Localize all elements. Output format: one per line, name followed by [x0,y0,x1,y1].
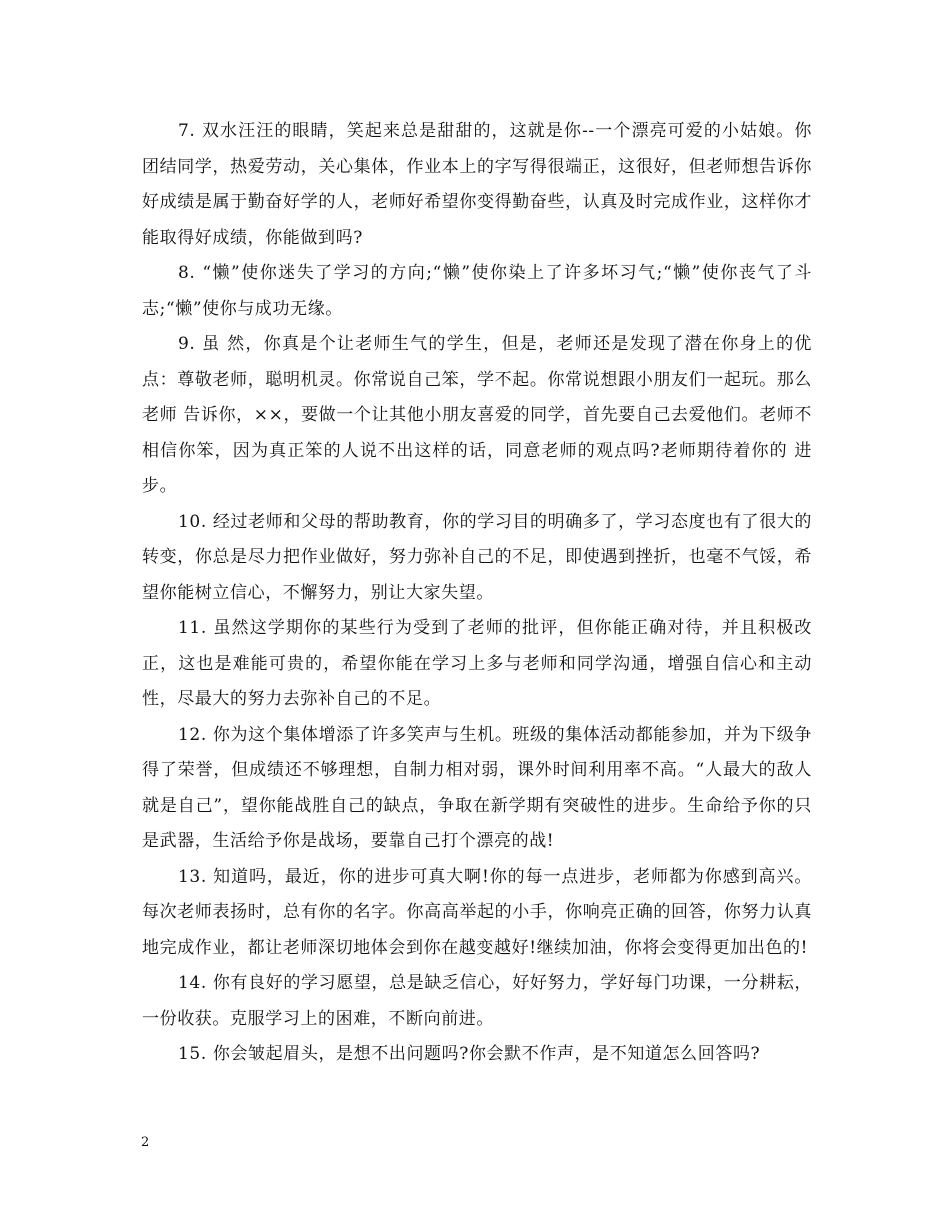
paragraph-14: 14. 你有良好的学习愿望，总是缺乏信心，好好努力，学好每门功课，一分耕耘，一份收获。克服学习上的困难，不断向前进。 [142,973,812,1029]
paragraph-7: 7. 双水汪汪的眼睛，笑起来总是甜甜的，这就是你--一个漂亮可爱的小姑娘。你团结同学，热爱劳动，关心集体，作业本上的字写得很端正，这很好，但老师想告诉你好成绩是属于勤奋好学的人，老师好希望你变得勤奋些，认真及时完成作业，这样你才能取得好成绩，你能做到吗? [142,121,812,248]
paragraph-8: 8. “懒”使你迷失了学习的方向;“懒”使你染上了许多坏习气;“懒”使你丧气了斗志;“懒”使你与成功无缘。 [142,263,812,319]
paragraph-9: 9. 虽 然，你真是个让老师生气的学生，但是，老师还是发现了潜在你身上的优点：尊敬老师，聪明机灵。你常说自己笨，学不起。你常说想跟小朋友们一起玩。那么老师 告诉你，××，要做一个让其他小朋友喜爱的同学，首先要自己去爱他们。老师不相信你笨，因为真正笨的人说不出这样的话，同意老师的观点吗?老师期待着你的 进步。 [142,334,812,496]
paragraph-15: 15. 你会皱起眉头，是想不出问题吗?你会默不作声，是不知道怎么回答吗? [178,1044,761,1064]
paragraph-13: 13. 知道吗，最近，你的进步可真大啊!你的每一点进步，老师都为你感到高兴。每次老师表扬时，总有你的名字。你高高举起的小手，你响亮正确的回答，你努力认真地完成作业，都让老师深切地体会到你在越变越好!继续加油，你将会变得更加出色的! [142,866,812,958]
paragraph-10: 10. 经过老师和父母的帮助教育，你的学习目的明确多了，学习态度也有了很大的转变，你总是尽力把作业做好，努力弥补自己的不足，即使遇到挫折，也毫不气馁，希望你能树立信心，不懈努力，别让大家失望。 [142,511,812,603]
document-body [142,114,812,1073]
paragraph-12: 12. 你为这个集体增添了许多笑声与生机。班级的集体活动都能参加，并为下级争得了荣誉，但成绩还不够理想，自制力相对弱，课外时间利用率不高。“人最大的敌人就是自己”，望你能战胜自己的缺点，争取在新学期有突破性的进步。生命给予你的只是武器，生活给予你是战场，要靠自己打个漂亮的战! [142,724,812,851]
paragraph-11: 11. 虽然这学期你的某些行为受到了老师的批评，但你能正确对待，并且积极改正，这也是难能可贵的，希望你能在学习上多与老师和同学沟通，增强自信心和主动性，尽最大的努力去弥补自己的不足。 [142,618,812,709]
page-number: 2 [141,1135,150,1150]
